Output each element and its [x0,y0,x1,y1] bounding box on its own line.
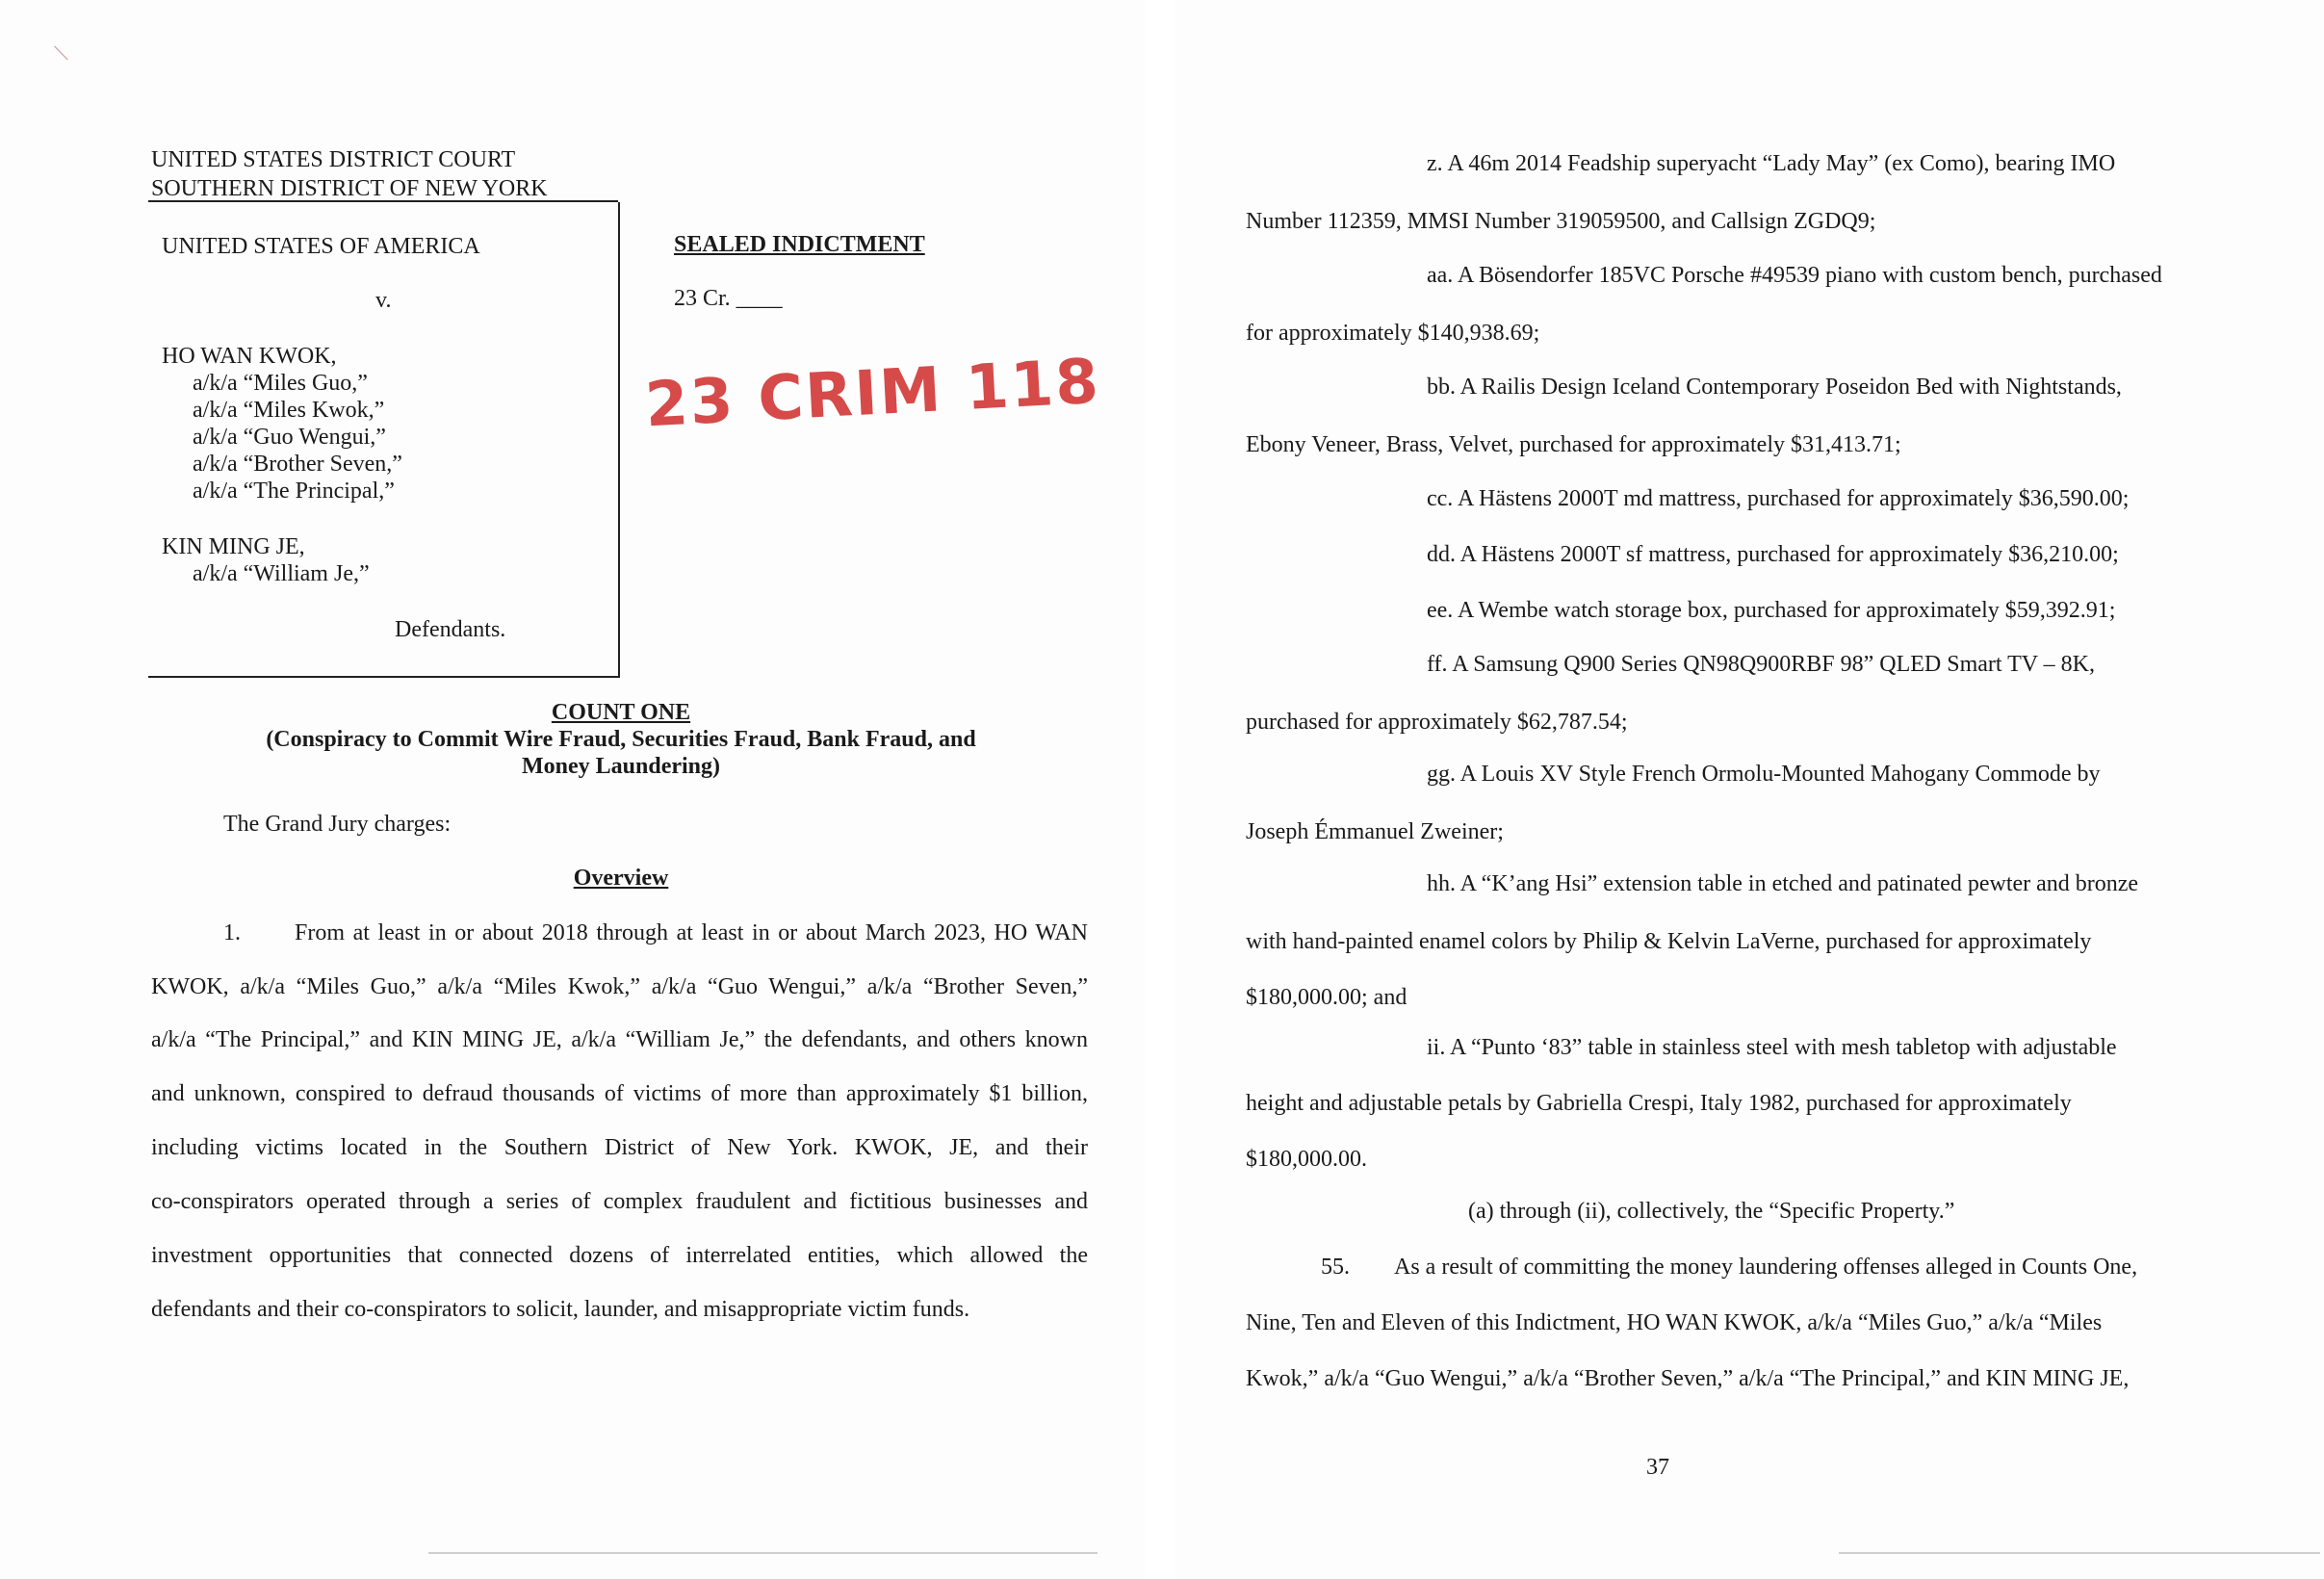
alias-line: a/k/a “Miles Kwok,” [193,398,385,423]
paragraph-line: Nine, Ten and Eleven of this Indictment, HO WAN KWOK, a/k/a “Miles Guo,” a/k/a “Miles [1246,1310,2103,1335]
paragraph-line: and unknown, conspired to defraud thousands of victims of more than approximately $1 billion, [151,1081,1088,1106]
count-title: COUNT ONE [551,700,691,725]
property-line: with hand-painted enamel colors by Philip & Kelvin LaVerne, purchased for approximately [1246,929,2092,954]
paragraph-line: KWOK, a/k/a “Miles Guo,” a/k/a “Miles Kwok,” a/k/a “Guo Wengui,” a/k/a “Brother Seven,” [151,974,1088,999]
versus: v. [375,288,392,313]
doc-type: SEALED INDICTMENT [674,232,925,257]
defendants-label: Defendants. [395,617,506,642]
alias-line: a/k/a “Brother Seven,” [193,452,402,477]
defendant-1: HO WAN KWOK, [162,344,337,369]
property-line: $180,000.00. [1246,1147,1367,1172]
grand-jury-charges: The Grand Jury charges: [223,812,452,837]
paragraph-line: defendants and their co-conspirators to solicit, launder, and misappropriate victim funds. [151,1297,970,1322]
paragraph-line: Kwok,” a/k/a “Guo Wengui,” a/k/a “Brother Seven,” a/k/a “The Principal,” and KIN MING JE, [1246,1366,2130,1391]
property-line: Joseph Émmanuel Zweiner; [1246,819,1504,844]
property-line: ii. A “Punto ‘83” table in stainless steel with mesh tabletop with adjustable [1427,1035,2117,1060]
plaintiff: UNITED STATES OF AMERICA [162,234,480,259]
property-line: Number 112359, MMSI Number 319059500, and Callsign ZGDQ9; [1246,209,1876,234]
defendant-2: KIN MING JE, [162,534,305,559]
paragraph-number: 1. [223,920,241,945]
property-line: bb. A Railis Design Iceland Contemporary Poseidon Bed with Nightstands, [1427,375,2122,400]
property-line: for approximately $140,938.69; [1246,321,1540,346]
property-line: dd. A Hästens 2000T sf mattress, purchased for approximately $36,210.00; [1427,542,2119,567]
paragraph-line: investment opportunities that connected dozens of interrelated entities, which allowed the [151,1243,1088,1268]
paragraph-line: including victims located in the Southern District of New York. KWOK, JE, and their [151,1135,1088,1160]
right-page [1175,0,2324,1579]
property-line: purchased for approximately $62,787.54; [1246,710,1628,735]
property-line: cc. A Hästens 2000T md mattress, purchased for approximately $36,590.00; [1427,486,2130,511]
specific-property-definition: (a) through (ii), collectively, the “Specific Property.” [1468,1199,1955,1224]
alias-line: a/k/a “William Je,” [193,561,370,586]
count-subtitle-line2: Money Laundering) [521,754,720,779]
case-stamp: 23 CRIM 118 [643,346,1102,442]
page-number: 37 [1646,1455,1669,1480]
page-bottom-edge [428,1552,1097,1554]
property-line: hh. A “K’ang Hsi” extension table in etched and patinated pewter and bronze [1427,871,2139,896]
property-line: $180,000.00; and [1246,985,1407,1010]
alias-line: a/k/a “Miles Guo,” [193,371,368,396]
paragraph-line: a/k/a “The Principal,” and KIN MING JE, a/k/a “William Je,” the defendants, and others known [151,1027,1088,1052]
property-line: aa. A Bösendorfer 185VC Porsche #49539 piano with custom bench, purchased [1427,263,2162,288]
property-line: Ebony Veneer, Brass, Velvet, purchased for approximately $31,413.71; [1246,432,1901,457]
overview-heading: Overview [573,866,669,891]
alias-line: a/k/a “The Principal,” [193,479,395,504]
property-line: height and adjustable petals by Gabriella Crespi, Italy 1982, purchased for approximately [1246,1091,2072,1116]
alias-line: a/k/a “Guo Wengui,” [193,425,386,450]
paragraph-number: 55. [1321,1255,1350,1280]
court-name-line2: SOUTHERN DISTRICT OF NEW YORK [151,176,548,201]
count-subtitle-line1: (Conspiracy to Commit Wire Fraud, Securities Fraud, Bank Fraud, and [266,727,976,752]
property-line: z. A 46m 2014 Feadship superyacht “Lady May” (ex Como), bearing IMO [1427,151,2116,176]
property-line: ee. A Wembe watch storage box, purchased for approximately $59,392.91; [1427,598,2116,623]
court-name-line1: UNITED STATES DISTRICT COURT [151,147,516,172]
property-line: gg. A Louis XV Style French Ormolu-Mounted Mahogany Commode by [1427,762,2101,787]
paragraph-line: As a result of committing the money laundering offenses alleged in Counts One, [1394,1255,2138,1280]
case-number: 23 Cr. ____ [674,286,783,311]
page-bottom-edge [1839,1552,2320,1554]
scan-mark: \ [51,38,71,69]
paragraph-line: co-conspirators operated through a series of complex fraudulent and fictitious businesses and [151,1189,1088,1214]
paragraph-line: From at least in or about 2018 through at least in or about March 2023, HO WAN [295,920,1088,945]
left-page [0,0,1146,1579]
property-line: ff. A Samsung Q900 Series QN98Q900RBF 98” QLED Smart TV – 8K, [1427,652,2096,677]
